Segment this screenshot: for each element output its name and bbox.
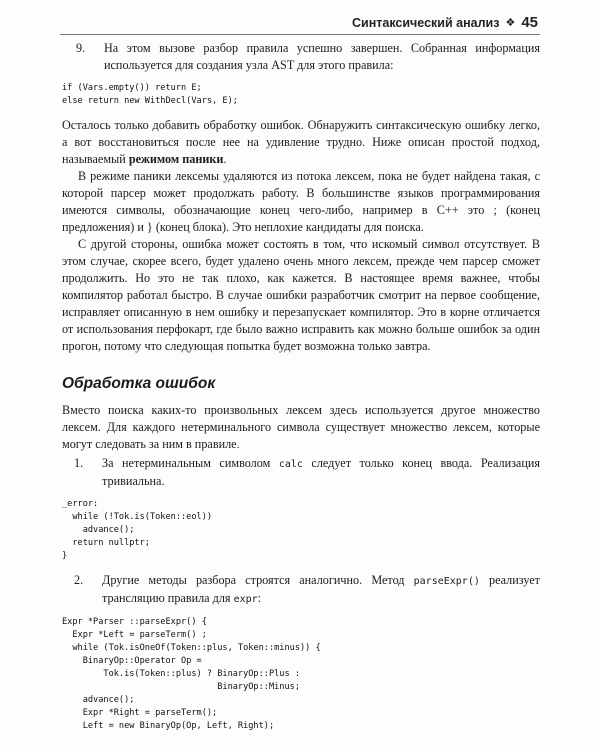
item-text-part: Другие методы разбора строятся аналогично. Метод bbox=[102, 573, 414, 587]
item-text bbox=[102, 455, 540, 490]
paragraph-panic-mode: В режиме паники лексемы удаляются из потока лексем, пока не будет найдена такая, с которой парсер может продолжать работу. В большинстве языков программирования имеются символы, обозначающие конец чего-либо, например в C++ это ; (конец предложения) и } (конец блока). Это неплохие кандидаты для поиска. bbox=[62, 169, 540, 234]
paragraph-error-recovery bbox=[62, 117, 540, 168]
running-header bbox=[352, 14, 538, 31]
item-text bbox=[102, 572, 540, 608]
list-item-9 bbox=[76, 40, 540, 74]
item-number: 1. bbox=[74, 456, 84, 470]
inline-code-parseexpr: parseExpr() bbox=[413, 576, 480, 587]
paragraph-missing-symbol: С другой стороны, ошибка может состоять в том, что искомый символ отсутствует. В этом случае, скорее всего, будет удалено очень много лексем, прежде чем парсер сможет продолжить. Но это не так плохо, как кажется. В настоящее время важнее, чтобы компилятор работал быстро. В случае ошибки разработчик смотрит на первое сообщение, исправляет описанную в нем ошибку и перезапускает компилятор. Это в корне отличается от использования перфокарт, где было важно исправить как можно больше ошибок за один прогон, потому что следующая попытка будет возможна только завтра. bbox=[62, 237, 540, 353]
paragraph-text: Осталось только добавить обработку ошибок. Обнаружить синтаксическую ошибку легко, а вот восстановиться после нее на удивление трудно. Ниже описан простой подход, называемый bbox=[62, 118, 540, 166]
item-number: 9. bbox=[76, 41, 86, 55]
code-block-parseexpr: Expr *Parser ::parseExpr() { Expr *Left = parseTerm() ; while (Tok.isOneOf(Token::plus, Token::minus)) { BinaryOp::Operator Op = Tok.is(Token::plus) ? BinaryOp::Plus : BinaryOp::Minus; advance(); Expr *Right = parseTerm(); Left = new BinaryOp(Op, Left, Right); bbox=[62, 617, 321, 731]
section-intro: Вместо поиска каких-то произвольных лексем здесь используется другое множество лексем. Для каждого нетерминального символа существует множество лексем, которые могут следовать за ним в правиле. bbox=[62, 403, 540, 451]
item-text-part: За нетерминальным символом bbox=[102, 456, 279, 470]
code-block-withdecl: if (Vars.empty()) return E; else return new WithDecl(Vars, E); bbox=[62, 83, 238, 106]
list-item-2 bbox=[74, 572, 540, 608]
page-number: 45 bbox=[521, 14, 538, 31]
inline-code-calc: calc bbox=[278, 459, 303, 470]
item-text-part: следует только конец ввода. Реализация тривиальна. bbox=[102, 456, 540, 488]
list-item-1 bbox=[74, 455, 540, 490]
code-block-error-handler: _error: while (!Tok.is(Token::eol)) advance(); return nullptr; } bbox=[62, 499, 213, 561]
inline-code-expr: expr bbox=[233, 594, 258, 605]
diamond-ornament-icon: ❖ bbox=[505, 17, 516, 29]
bold-term-panic-mode: режимом паники bbox=[128, 152, 224, 166]
section-heading: Обработка ошибок bbox=[62, 375, 216, 392]
paragraph-text-end: . bbox=[223, 152, 227, 166]
item-text-part: : bbox=[257, 591, 262, 605]
item-text-part: реализует трансляцию правила для bbox=[102, 573, 541, 605]
page-body bbox=[62, 40, 540, 742]
item-number: 2. bbox=[74, 573, 84, 587]
header-rule bbox=[60, 34, 540, 35]
item-text: На этом вызове разбор правила успешно завершен. Собранная информация используется для создания узла AST для этого правила: bbox=[104, 41, 540, 72]
running-title: Синтаксический анализ bbox=[351, 15, 500, 30]
